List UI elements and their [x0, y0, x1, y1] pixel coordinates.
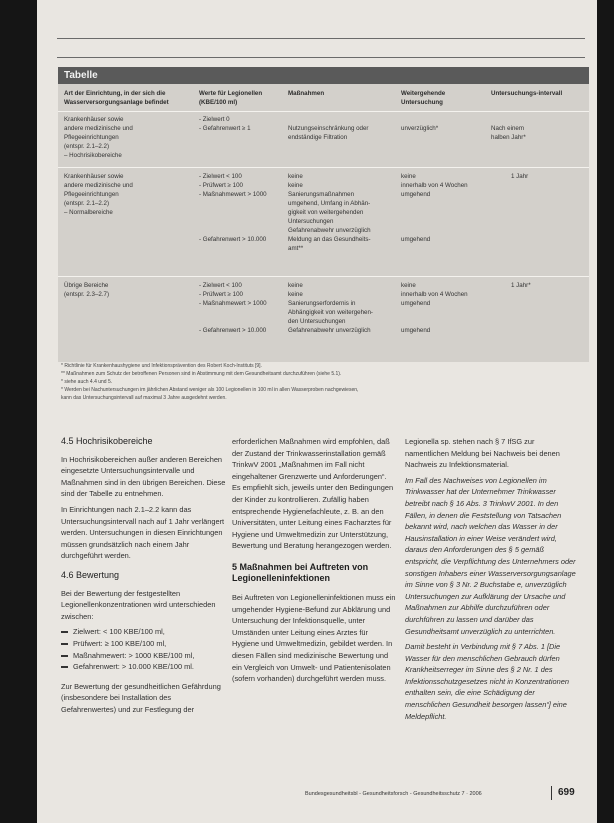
footer-separator — [551, 786, 552, 800]
row1-werte: - Zielwert 0 - Gefahrenwert ≥ 1 — [199, 116, 251, 132]
row1-intervall: Nach einem halben Jahr* — [491, 125, 526, 141]
paragraph: In Hochrisikobereichen außer anderen Bereichen eingesetzte Untersuchungsintervalle und Maßnahmen sind in den übrigen Bereichen. Diese sind der Tabelle zu entnehmen. — [61, 454, 226, 499]
row3-einrichtung: Übrige Bereiche (entspr. 2.3–2.7) — [64, 282, 110, 298]
table-title: Tabelle — [64, 70, 98, 81]
row3-untersuchung: keine innerhalb von 4 Wochen umgehend umgehend — [401, 282, 468, 334]
list-item: Maßnahmewert: > 1000 KBE/100 ml, — [61, 650, 226, 662]
row3-intervall: 1 Jahr* — [511, 282, 531, 289]
text-column-1 — [61, 436, 226, 719]
header-werte: Werte für Legionellen (KBE/100 ml) — [199, 90, 263, 106]
section-heading: 4.5 Hochrisikobereiche — [61, 436, 153, 446]
header-untersuchung: Weitergehende Untersuchung — [401, 90, 446, 106]
text-column-2 — [232, 436, 397, 689]
row2-untersuchung: keine innerhalb von 4 Wochen umgehend umgehend — [401, 173, 468, 243]
list-item: Gefahrenwert: > 10.000 KBE/100 ml. — [61, 661, 226, 673]
table-footnotes: * Richtlinie für Krankenhaushygiene und Infektionsprävention des Robert Koch-Instituts [9]. ** Maßnahmen zum Schutz der betroffenen Personen sind in Abstimmung mit dem Gesundheitsamt durchzuführen (siehe 5.1). * siehe auch 4.4 und 5. * Werden bei Nachuntersuchungen im jährlichen Abstand weniger als 100 Legionellen in 100 ml in allen Wasserproben nachgewiesen, kann das Untersuchungsintervall auf maximal 3 Jahre ausgedehnt werden. — [61, 363, 359, 401]
page-number: 699 — [558, 787, 575, 798]
paragraph: Zur Bewertung der gesundheitlichen Gefährdung (insbesondere bei Installation des Gefahrenwertes) und zur Festlegung der — [61, 681, 221, 714]
paragraph: Damit besteht in Verbindung mit § 7 Abs. 1 [Die Wasser für den menschlichen Gebrauch dürfen Krankheitserreger im Sinne des § 2 Nr. 1 des Infektionsschutzgesetzes nicht in Konzentrationen enthalten sein, die eine Schädigung der menschlichen Gesundheit besorgen lassen“] eine Meldepflicht. — [405, 642, 569, 721]
document-page — [37, 0, 597, 823]
paragraph: erforderlichen Maßnahmen wird empfohlen, daß der Zustand der Trinkwasserinstallation gemäß TrinkwV 2001 „Maßnahmen im Fall nicht eingehaltener Grenzwerte und Anforderungen“. Es empfiehlt sich, jeweils unter den Bedingungen der Kinder zu kontrollieren. Zufällig haben entsprechende Hygienefachleute, z. B. an den Universitäten, unter Leitung eines Facharztes für Hygiene und Umweltmedizin zur Unterstützung, Bewertung und Beratung herangezogen werden. — [232, 437, 394, 551]
row1-massnahmen: Nutzungseinschränkung oder endständige Filtration — [288, 125, 369, 141]
row3-massnahmen: keine keine Sanierungserfordernis in Abhängigkeit von weitergehen- den Untersuchungen Gefahrenabwehr unverzüglich — [288, 282, 373, 334]
row2-intervall: 1 Jahr — [511, 173, 529, 180]
table-title-bar — [58, 67, 589, 84]
paragraph: Bei Auftreten von Legionelleninfektionen muss ein umgehender Hygiene-Befund zur Abklärung und Untersuchung der Infektionsquelle, unter Umständen unter Leitung eines Arztes für Hygiene und Umweltmedizin, gebildet werden. In diesen Fällen sind medizinische Bewertung und ein Vergleich von Umwelt- und Patientenisolaten (sofern vorhanden) durchgeführt werden muss. — [232, 592, 396, 684]
top-rule — [57, 38, 585, 39]
row2-massnahmen: keine keine Sanierungsmaßnahmen umgehend, Umfang in Abhän- gigkeit von weitergehenden Untersuchungen Gefahrenabwehr unverzüglich Meldung an das Gesundheits- amt** — [288, 173, 371, 252]
journal-footer: Bundesgesundheitsbl - Gesundheitsforsch - Gesundheitsschutz 7 · 2006 — [305, 791, 482, 797]
row-divider — [58, 276, 589, 277]
row1-einrichtung: Krankenhäuser sowie andere medizinische und Pflegeeinrichtungen (entspr. 2.1–2.2) – Hochrisikobereiche — [64, 116, 133, 159]
row1-untersuchung: unverzüglich* — [401, 125, 439, 132]
paragraph: Bei der Bewertung der festgestellten Legionellenkonzentrationen wird unterschieden zwischen: — [61, 588, 216, 621]
paragraph: Legionella sp. stehen nach § 7 IfSG zur namentlichen Meldung bei Nachweis bei denen Nachweis zu Infektionsmaterial. — [405, 437, 560, 470]
row3-werte: - Zielwert < 100 - Prüfwert ≥ 100 - Maßnahmewert > 1000 - Gefahrenwert > 10.000 — [199, 282, 267, 334]
value-list — [61, 626, 226, 672]
text-column-3 — [405, 436, 577, 726]
row2-werte: - Zielwert < 100 - Prüfwert ≥ 100 - Maßnahmewert > 1000 - Gefahrenwert > 10.000 — [199, 173, 267, 243]
header-einrichtung: Art der Einrichtung, in der sich die Wasserversorgungsanlage befindet — [64, 90, 169, 106]
paragraph: Im Fall des Nachweises von Legionellen im Trinkwasser hat der Unternehmer Trinkwasser betreibt nach § 16 Abs. 3 TrinkwV 2001. In den Fällen, in denen die Feststellung von Tatsachen bekannt wird, nach welchen das Wasser in der Hausinstallation in einer Weise verändert wird, daraus den Anforderungen des § 5 gemäß entspricht, die Verpflichtung des Unternehmers oder sonstigen Inhabers einer Wasserversorgungsanlage im Sinne von § 3 Nr. 2 Buchstabe e, unverzüglich Untersuchungen zur Aufklärung der Ursache und Maßnahmen zur Abhilfe durchzuführen oder durchführen zu lassen und darüber das Gesundheitsamt unverzüglich zu unterrichten. — [405, 475, 576, 636]
header-intervall: Untersuchungs-intervall — [491, 90, 563, 97]
row2-einrichtung: Krankenhäuser sowie andere medizinische und Pflegeeinrichtungen (entspr. 2.1–2.2) – Normalbereiche — [64, 173, 133, 216]
top-rule-2 — [57, 57, 585, 58]
section-heading: 4.6 Bewertung — [61, 569, 120, 580]
list-item: Zielwert: < 100 KBE/100 ml, — [61, 626, 226, 638]
header-massnahmen: Maßnahmen — [288, 90, 325, 97]
list-item: Prüfwert: ≥ 100 KBE/100 ml, — [61, 638, 226, 650]
legionella-table — [58, 84, 589, 362]
row-divider — [58, 111, 589, 112]
paragraph: In Einrichtungen nach 2.1–2.2 kann das Untersuchungsintervall nach auf 1 Jahr verlängert werden. Untersuchungen in diesen Einrichtungen müssen grundsätzlich nach einem Jahr durchgeführt werden. — [61, 504, 225, 561]
section-heading: 5 Maßnahmen bei Auftreten von Legionelleninfektionen — [232, 561, 369, 583]
row-divider — [58, 167, 589, 168]
